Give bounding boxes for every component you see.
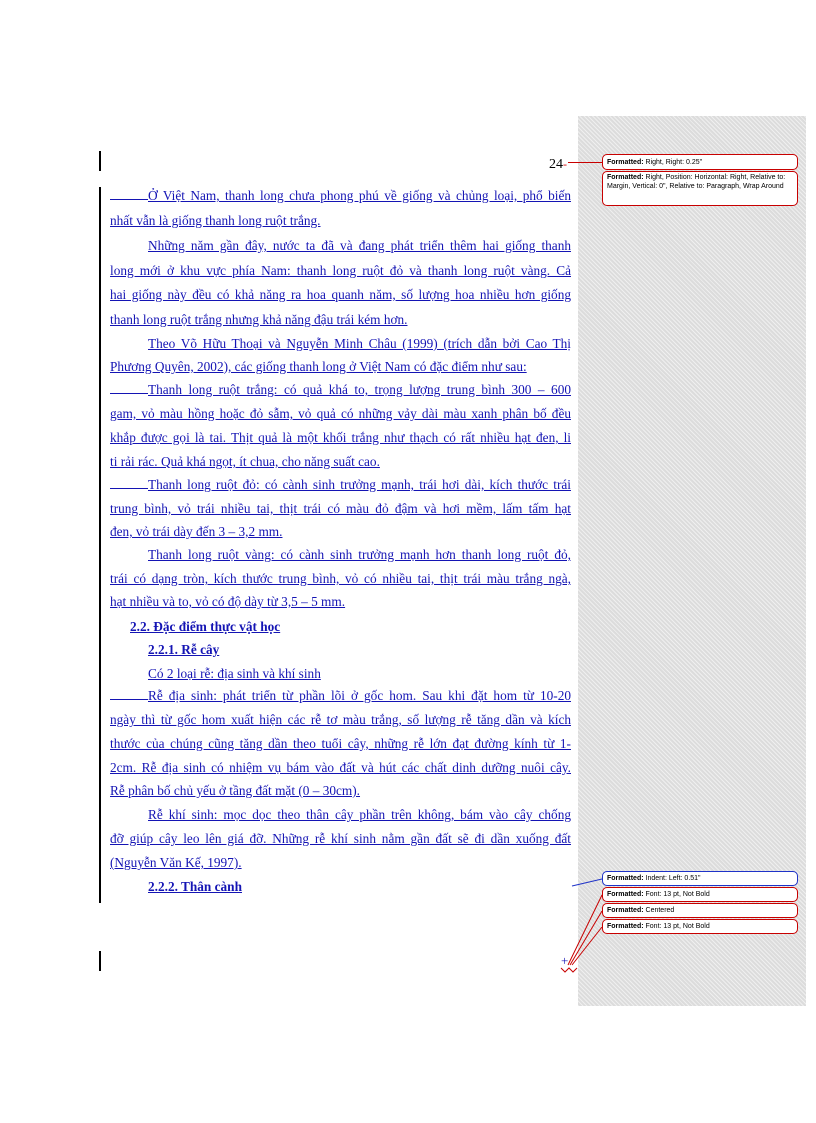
format-balloon[interactable]	[602, 871, 798, 886]
balloon-text: Centered	[645, 907, 675, 914]
paragraph-line: 2cm. Rễ địa sinh có nhiệm vụ bám vào đất và hút các chất dinh dưỡng nuôi cây.	[110, 760, 571, 775]
heading-2-2-2: 2.2.2. Thân cành	[148, 879, 242, 894]
text-run: Ở Việt Nam, thanh long chưa phong phú về giống và chủng loại, phổ biến	[148, 188, 571, 203]
change-bar-body	[99, 187, 101, 903]
paragraph-line	[110, 688, 571, 704]
balloon-text: Indent: Left: 0.51"	[645, 875, 701, 882]
paragraph-line: Rễ khí sinh: mọc dọc theo thân cây phần trên không, bám vào cây chống	[148, 807, 571, 822]
paragraph-line: hai giống này đều có khả năng ra hoa quanh năm, số lượng hoa nhiều hơn giống	[110, 287, 571, 302]
heading-2-2: 2.2. Đặc điểm thực vật học	[130, 619, 281, 634]
tab-leader	[110, 383, 148, 394]
paragraph-line: Theo Võ Hữu Thoại và Nguyễn Minh Châu (1999) (trích dẫn bởi Cao Thị	[148, 336, 571, 351]
format-balloon[interactable]	[602, 919, 798, 934]
text-run: Rễ địa sinh: phát triển từ phần lõi ở gốc hom. Sau khi đặt hom từ 10-20	[148, 688, 571, 703]
tab-leader	[110, 478, 148, 489]
change-bar-footer	[99, 951, 101, 971]
balloon-label: Formatted:	[607, 923, 644, 930]
paragraph-line	[110, 188, 571, 204]
paragraph-line: nhất vẫn là giống thanh long ruột trắng.	[110, 213, 321, 228]
paragraph-line: Thanh long ruột vàng: có cành sinh trưởng mạnh hơn thanh long ruột đỏ,	[148, 547, 571, 562]
paragraph-line: đỡ giúp cây leo lên giá đỡ. Những rễ khí sinh nằm gần đất sẽ đi dần xuống đất	[110, 831, 571, 846]
text-run: Thanh long ruột đỏ: có cành sinh trưởng mạnh, trái hơi dài, kích thước trái	[148, 477, 571, 492]
heading-2-2-1: 2.2.1. Rễ cây	[148, 642, 220, 657]
format-balloon[interactable]	[602, 171, 798, 206]
paragraph-line: hạt nhiều và to, vỏ có độ dày từ 3,5 – 5 mm.	[110, 594, 346, 609]
text-run: Thanh long ruột trắng: có quả khá to, trọng lượng trung bình 300 – 600	[148, 382, 571, 397]
balloon-text: Right, Position: Horizontal: Right, Relative to: Margin, Vertical: 0", Relative to: Paragraph, Wrap Around	[607, 174, 786, 190]
paragraph-line: Phương Quyên, 2002), các giống thanh long ở Việt Nam có đặc điểm như sau:	[110, 359, 527, 374]
paragraph-line: thanh long ruột trắng nhưng khả năng đậu trái kém hơn.	[110, 312, 408, 327]
page-number	[549, 157, 567, 173]
format-balloon[interactable]	[602, 903, 798, 918]
paragraph-line: đen, vỏ trái dày đến 3 – 3,2 mm.	[110, 524, 283, 539]
balloon-text: Right, Right: 0.25"	[645, 159, 703, 166]
paragraph-line	[110, 382, 571, 398]
paragraph-line	[110, 477, 571, 493]
paragraph-line: (Nguyễn Văn Kế, 1997).	[110, 855, 242, 870]
balloon-text: Font: 13 pt, Not Bold	[645, 891, 710, 898]
format-balloon[interactable]	[602, 154, 798, 170]
balloon-label: Formatted:	[607, 875, 644, 882]
tab-leader	[110, 189, 148, 200]
balloon-label: Formatted:	[607, 174, 644, 181]
format-balloon[interactable]	[602, 887, 798, 902]
paragraph-line: trái có dạng tròn, kích thước trung bình, vỏ có nhiều tai, thịt trái màu trắng ngà,	[110, 571, 571, 586]
page-number-mark: -	[563, 157, 567, 171]
balloon-label: Formatted:	[607, 159, 644, 166]
balloon-text: Font: 13 pt, Not Bold	[645, 923, 710, 930]
paragraph-line: ti rải rác. Quả khá ngọt, ít chua, cho năng suất cao.	[110, 454, 380, 469]
footer-marker: +	[561, 953, 569, 968]
paragraph-line: thước của chúng cũng tăng dần theo tuổi cây, những rễ lớn đạt đường kính từ 1-	[110, 736, 571, 751]
page-number-value: 24	[549, 157, 563, 172]
paragraph-line: Có 2 loại rễ: địa sinh và khí sinh	[148, 666, 321, 681]
paragraph-line: Những năm gần đây, nước ta đã và đang phát triển thêm hai giống thanh	[148, 238, 571, 253]
paragraph-line: gam, vỏ màu hồng hoặc đỏ sẫm, vỏ quả có những vảy dài màu xanh phân bố đều	[110, 406, 571, 421]
paragraph-line: ngày thì từ gốc hom xuất hiện các rễ tơ màu trắng, số lượng rễ tăng dần và kích	[110, 712, 571, 727]
paragraph-line: trung bình, vỏ trái nhiều tai, thịt trái có màu đỏ đậm và hơi mềm, lấm tấm hạt	[110, 501, 571, 516]
change-bar-header	[99, 151, 101, 171]
balloon-label: Formatted:	[607, 891, 644, 898]
tab-leader	[110, 689, 148, 700]
balloon-label: Formatted:	[607, 907, 644, 914]
paragraph-line: khắp được gọi là tai. Thịt quả là một khối trắng như thạch có rất nhiều hạt đen, li	[110, 430, 571, 445]
balloon-connector	[568, 162, 602, 163]
paragraph-line: Rễ phân bố chủ yếu ở tầng đất mặt (0 – 30cm).	[110, 783, 361, 798]
paragraph-line: long mới ở khu vực phía Nam: thanh long ruột đỏ và thanh long ruột vàng. Cả	[110, 263, 571, 278]
